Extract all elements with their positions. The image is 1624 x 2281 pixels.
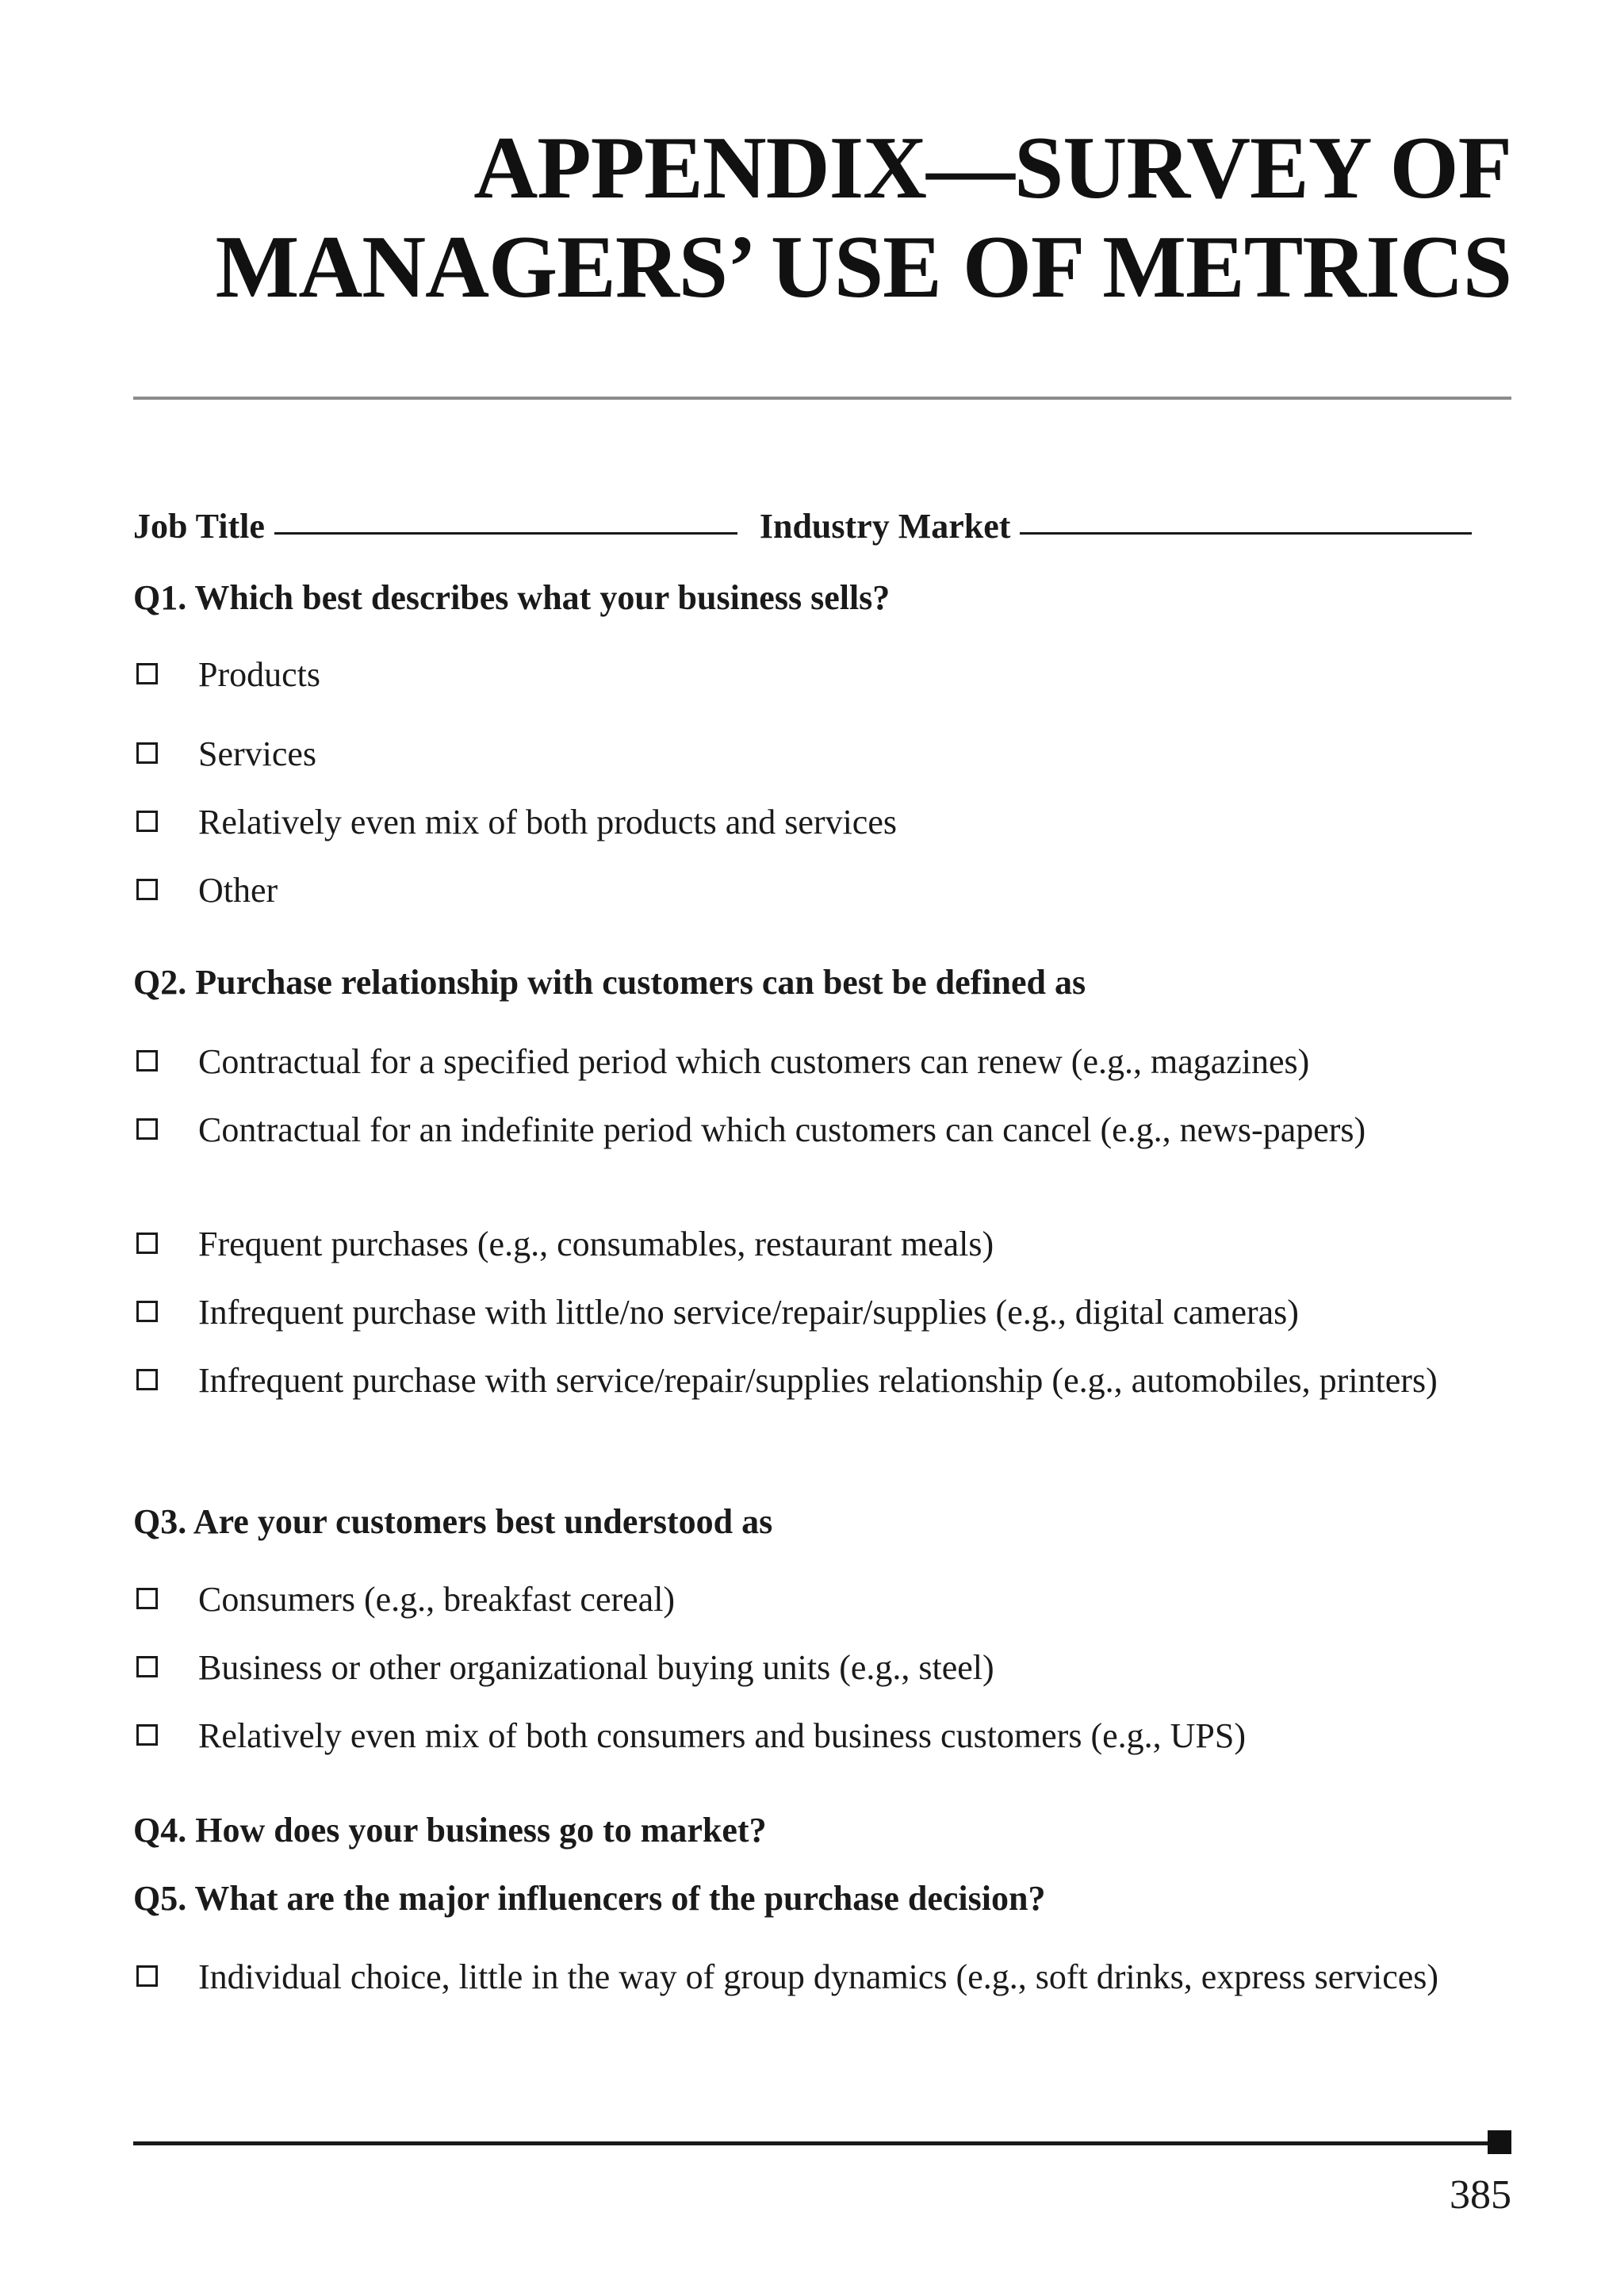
checkbox[interactable] bbox=[136, 1656, 158, 1677]
question-3: Q3. Are your customers best understood as bbox=[133, 1502, 773, 1541]
option-label: Products bbox=[198, 655, 320, 694]
checkbox[interactable] bbox=[136, 1233, 158, 1254]
question-5: Q5. What are the major influencers of the purchase decision? bbox=[133, 1879, 1046, 1918]
option-label: Infrequent purchase with little/no service/repair/supplies (e.g., digital cameras) bbox=[198, 1293, 1299, 1332]
q3-option-2[interactable] bbox=[136, 1645, 1511, 1691]
q5-option-1[interactable] bbox=[136, 1954, 1511, 2000]
q1-option-services[interactable] bbox=[136, 731, 1511, 777]
q2-option-3[interactable] bbox=[136, 1221, 1511, 1267]
checkbox[interactable] bbox=[136, 1369, 158, 1390]
option-label: Contractual for a specified period which customers can renew (e.g., magazines) bbox=[198, 1042, 1310, 1081]
option-label: Relatively even mix of both consumers and business customers (e.g., UPS) bbox=[198, 1716, 1247, 1755]
checkbox[interactable] bbox=[136, 663, 158, 684]
page-title-line-1: APPENDIX—SURVEY OF bbox=[473, 119, 1511, 217]
checkbox[interactable] bbox=[136, 1050, 158, 1071]
checkbox[interactable] bbox=[136, 1965, 158, 1987]
respondent-fields bbox=[133, 504, 1501, 549]
q2-option-1[interactable] bbox=[136, 1039, 1511, 1085]
question-1: Q1. Which best describes what your business sells? bbox=[133, 578, 891, 617]
q2-option-4[interactable] bbox=[136, 1290, 1511, 1336]
checkbox[interactable] bbox=[136, 742, 158, 764]
option-label: Other bbox=[198, 871, 278, 910]
checkbox[interactable] bbox=[136, 879, 158, 900]
footer-rule bbox=[133, 2141, 1497, 2145]
option-label: Consumers (e.g., breakfast cereal) bbox=[198, 1580, 676, 1619]
checkbox[interactable] bbox=[136, 1118, 158, 1140]
industry-market-field[interactable] bbox=[1020, 532, 1472, 535]
page-number: 385 bbox=[1450, 2172, 1511, 2218]
q1-option-mix[interactable] bbox=[136, 799, 1511, 845]
q3-option-3[interactable] bbox=[136, 1713, 1511, 1759]
title-divider bbox=[133, 397, 1511, 400]
checkbox[interactable] bbox=[136, 1724, 158, 1746]
job-title-field[interactable] bbox=[274, 532, 737, 535]
footer-square-mark bbox=[1488, 2130, 1511, 2154]
page-title-line-2: MANAGERS’ USE OF METRICS bbox=[215, 218, 1511, 317]
q2-option-2[interactable] bbox=[136, 1107, 1511, 1153]
question-4: Q4. How does your business go to market? bbox=[133, 1811, 767, 1850]
industry-market-label: Industry Market bbox=[759, 507, 1011, 546]
question-2: Q2. Purchase relationship with customers can best be defined as bbox=[133, 963, 1086, 1002]
option-label: Individual choice, little in the way of group dynamics (e.g., soft drinks, express services) bbox=[198, 1957, 1439, 1996]
option-label: Services bbox=[198, 734, 317, 773]
q1-option-other[interactable] bbox=[136, 868, 1511, 914]
option-label: Relatively even mix of both products and services bbox=[198, 803, 897, 841]
option-label: Frequent purchases (e.g., consumables, restaurant meals) bbox=[198, 1225, 994, 1263]
job-title-label: Job Title bbox=[133, 507, 265, 546]
checkbox[interactable] bbox=[136, 1588, 158, 1609]
checkbox[interactable] bbox=[136, 811, 158, 832]
option-label: Business or other organizational buying units (e.g., steel) bbox=[198, 1648, 994, 1687]
checkbox[interactable] bbox=[136, 1301, 158, 1322]
q2-option-5[interactable] bbox=[136, 1358, 1511, 1404]
page-title bbox=[216, 119, 1511, 318]
option-label: Contractual for an indefinite period which customers can cancel (e.g., news-papers) bbox=[198, 1110, 1366, 1149]
q3-option-1[interactable] bbox=[136, 1577, 1511, 1623]
option-label: Infrequent purchase with service/repair/supplies relationship (e.g., automobiles, printers) bbox=[198, 1361, 1438, 1400]
q1-option-products[interactable] bbox=[136, 652, 1511, 698]
